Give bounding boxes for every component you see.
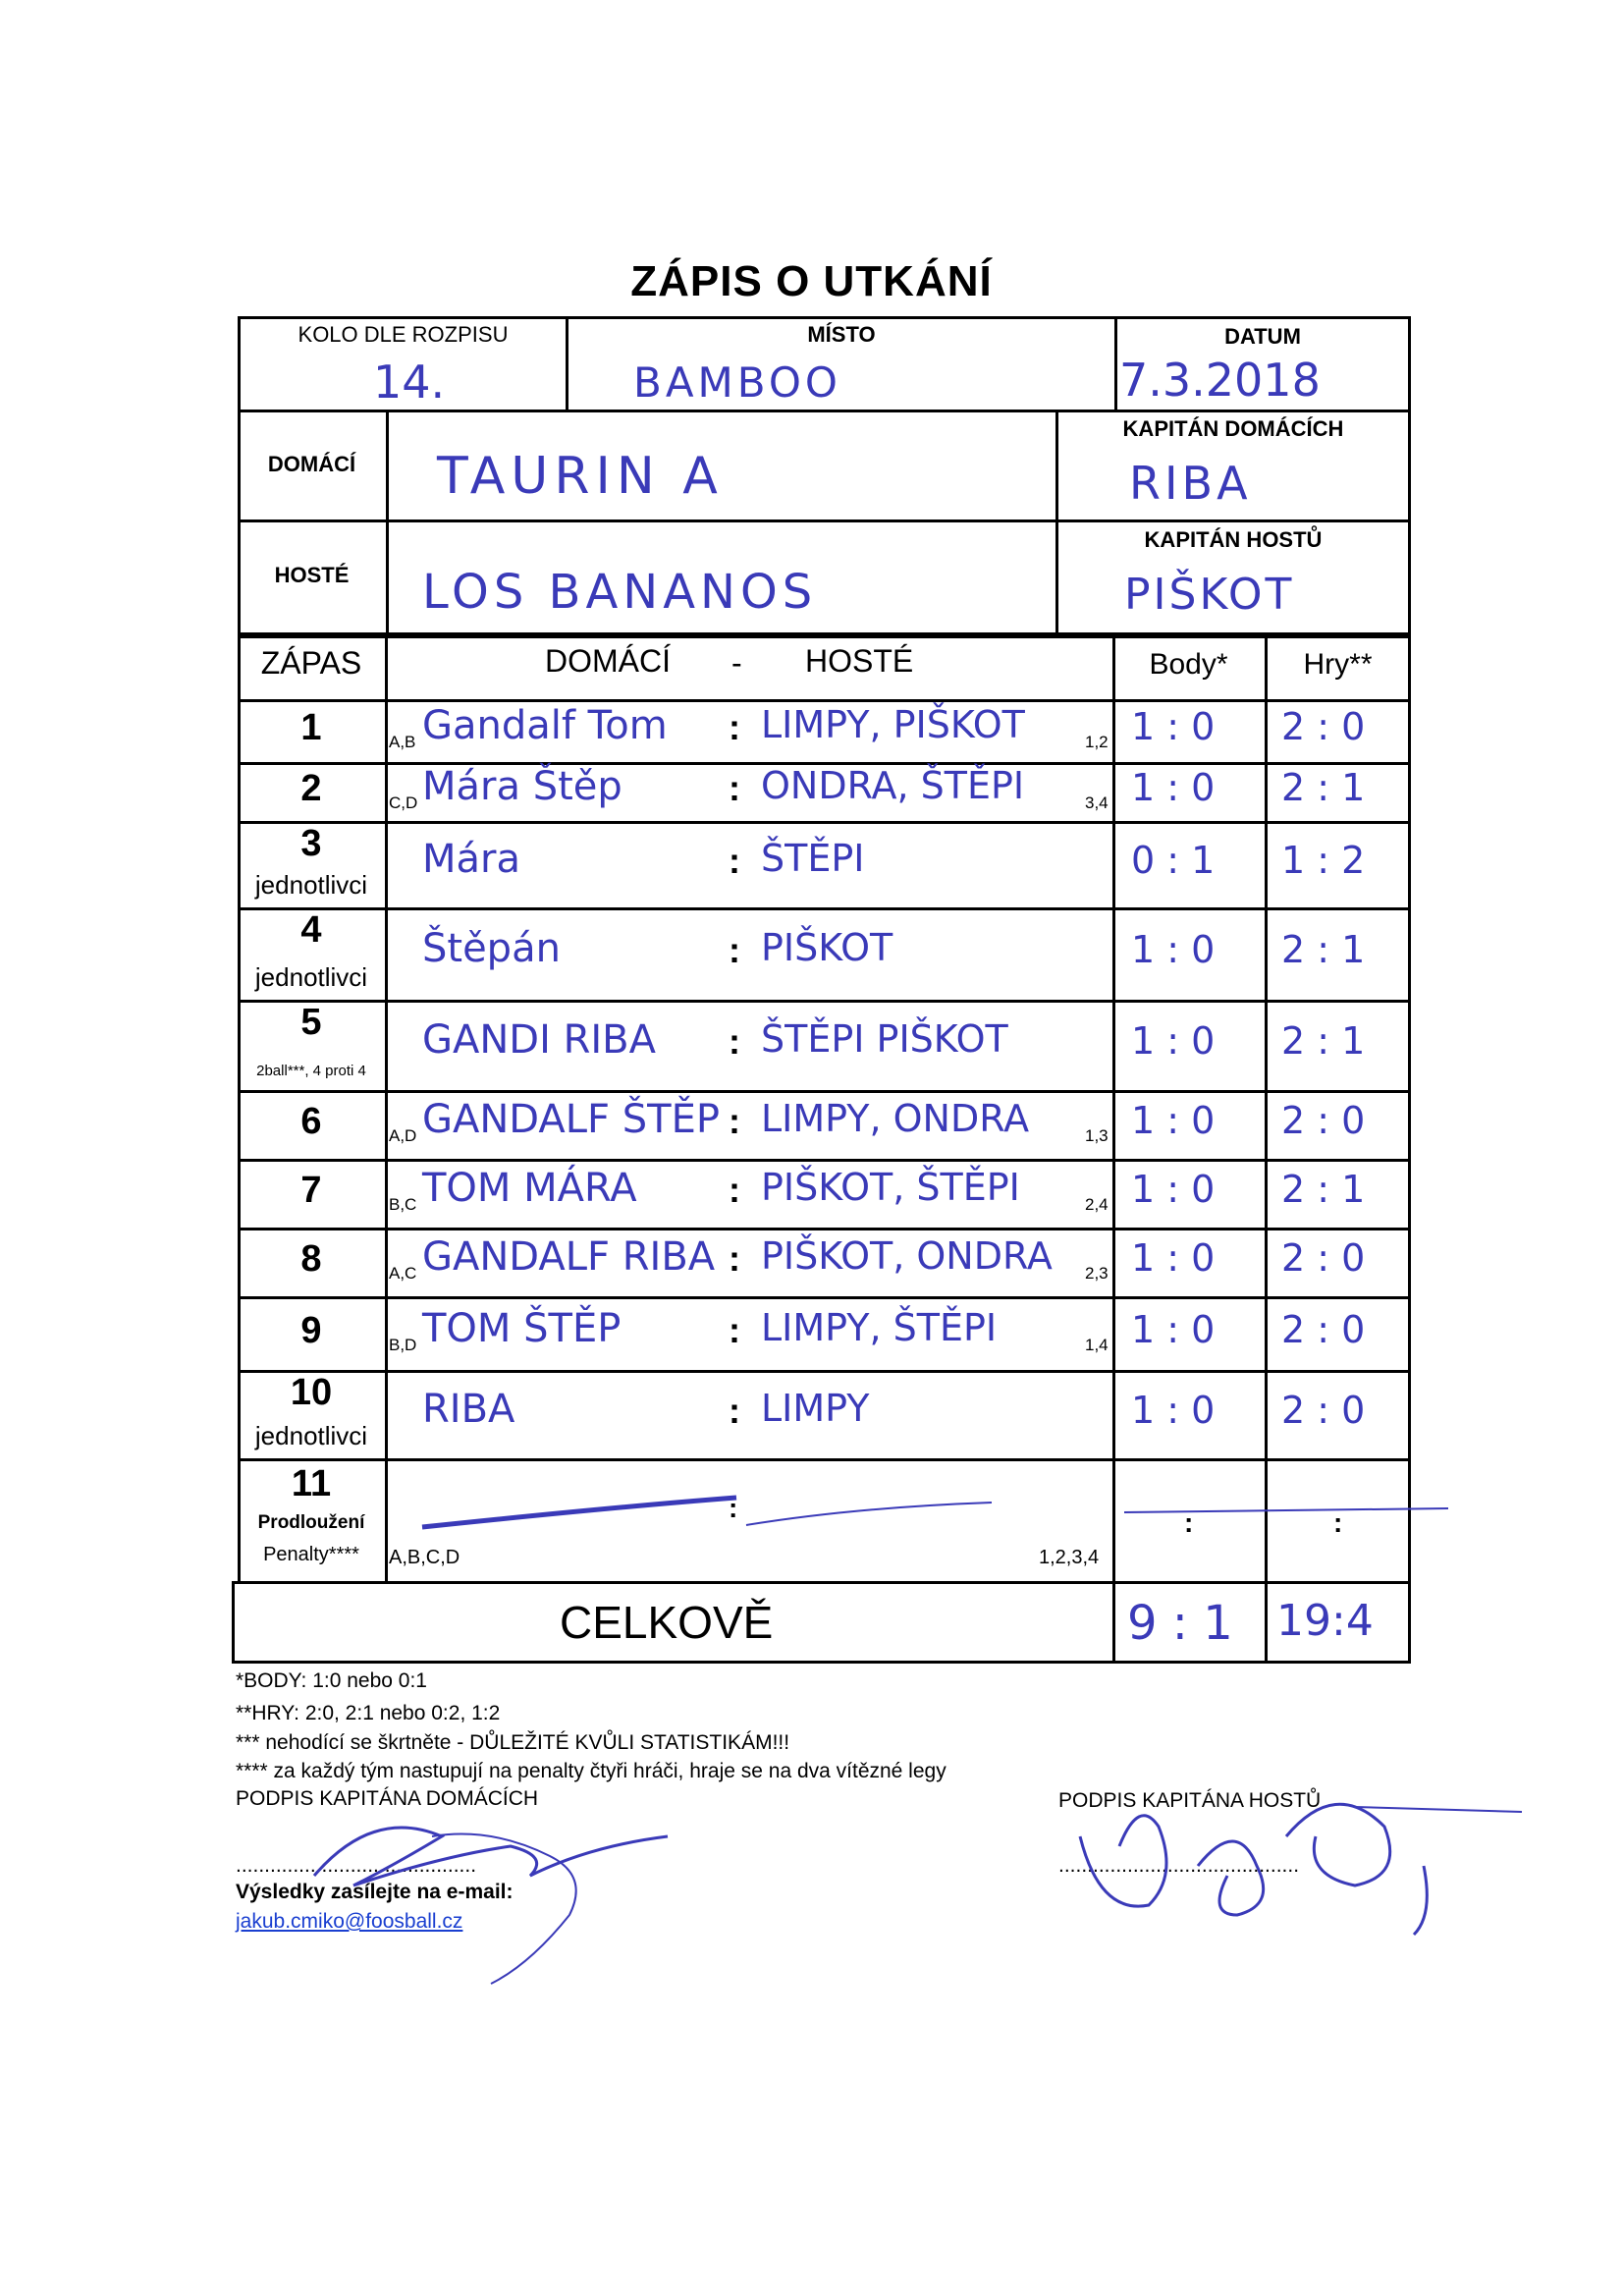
away-players: ŠTĚPI bbox=[761, 837, 865, 880]
away-players: ONDRA, ŠTĚPI bbox=[761, 764, 1025, 807]
footnote-body: *BODY: 1:0 nebo 0:1 bbox=[236, 1669, 427, 1692]
body-score: 1 : 0 bbox=[1131, 1389, 1216, 1432]
match-number: 5 bbox=[300, 1002, 322, 1043]
body-score: 0 : 1 bbox=[1131, 839, 1216, 882]
right-code: 2,4 bbox=[1085, 1195, 1109, 1214]
kapitan-domacich-label: KAPITÁN DOMÁCÍCH bbox=[1122, 416, 1344, 441]
hry-colon: : bbox=[1333, 1507, 1343, 1538]
hoste-label: HOSTÉ bbox=[274, 563, 350, 587]
right-code: 1,4 bbox=[1085, 1335, 1109, 1354]
zapas-header: ZÁPAS bbox=[260, 645, 362, 681]
match-number: 8 bbox=[300, 1238, 322, 1280]
strike-line bbox=[1119, 1503, 1453, 1522]
match-number: 1 bbox=[300, 707, 322, 748]
right-code: 1,2,3,4 bbox=[1039, 1547, 1100, 1568]
match-colon: : bbox=[729, 1309, 740, 1350]
body-score: 1 : 0 bbox=[1131, 1307, 1216, 1351]
strike-line bbox=[412, 1478, 1001, 1537]
home-players: TOM ŠTĚP bbox=[422, 1305, 622, 1351]
footnote-hry: **HRY: 2:0, 2:1 nebo 0:2, 1:2 bbox=[236, 1702, 501, 1724]
domaci-label: DOMÁCÍ bbox=[267, 452, 356, 476]
hry-score: 2 : 1 bbox=[1281, 766, 1366, 809]
dash-header: - bbox=[731, 645, 742, 681]
hry-score: 2 : 0 bbox=[1281, 1307, 1366, 1351]
home-players: TOM MÁRA bbox=[422, 1166, 637, 1211]
body-score: 1 : 0 bbox=[1131, 1099, 1216, 1142]
left-code: A,D bbox=[389, 1126, 417, 1145]
divider bbox=[386, 410, 389, 635]
divider bbox=[238, 519, 1411, 522]
match-colon: : bbox=[729, 1170, 740, 1210]
match-number: 10 bbox=[290, 1372, 333, 1413]
home-signature-dots: .......................................... bbox=[236, 1854, 477, 1877]
match-number: 7 bbox=[300, 1170, 322, 1211]
divider bbox=[238, 1228, 1411, 1230]
hry-score: 2 : 0 bbox=[1281, 705, 1366, 748]
body-header: Body* bbox=[1149, 648, 1228, 681]
divider bbox=[238, 1090, 1411, 1093]
match-subtitle: 2ball***, 4 proti 4 bbox=[256, 1063, 366, 1079]
match-colon: : bbox=[729, 707, 740, 747]
body-score: 1 : 0 bbox=[1131, 1236, 1216, 1280]
misto-label: MÍSTO bbox=[807, 322, 876, 347]
body-score: 1 : 0 bbox=[1131, 928, 1216, 971]
home-signature bbox=[295, 1797, 687, 1994]
hry-score: 2 : 0 bbox=[1281, 1236, 1366, 1280]
kolo-value: 14. bbox=[373, 355, 446, 409]
away-players: LIMPY bbox=[761, 1387, 870, 1430]
body-colon: : bbox=[1184, 1507, 1194, 1538]
divider bbox=[238, 1296, 1411, 1299]
total-label: CELKOVĚ bbox=[560, 1597, 774, 1648]
away-players: ŠTĚPI PIŠKOT bbox=[761, 1017, 1008, 1061]
kapitan-hostu-label: KAPITÁN HOSTŮ bbox=[1144, 527, 1323, 552]
right-code: 1,3 bbox=[1085, 1126, 1109, 1145]
away-signature bbox=[1060, 1758, 1571, 1954]
hry-score: 2 : 1 bbox=[1281, 1168, 1366, 1211]
page-title: ZÁPIS O UTKÁNÍ bbox=[630, 257, 993, 305]
right-code: 2,3 bbox=[1085, 1264, 1109, 1283]
left-code: B,D bbox=[389, 1335, 417, 1354]
body-score: 1 : 0 bbox=[1131, 1168, 1216, 1211]
away-players: PIŠKOT, ŠTĚPI bbox=[761, 1166, 1020, 1209]
match-number: 2 bbox=[300, 768, 322, 809]
body-score: 1 : 0 bbox=[1131, 705, 1216, 748]
home-players: GANDALF ŠTĚP bbox=[422, 1097, 720, 1142]
home-players: RIBA bbox=[422, 1387, 515, 1432]
match-colon: : bbox=[729, 841, 740, 881]
divider bbox=[1265, 1581, 1268, 1664]
kolo-label: KOLO DLE ROZPISU bbox=[298, 322, 509, 347]
match-colon: : bbox=[729, 1101, 740, 1141]
home-players: Mára bbox=[422, 837, 520, 882]
footnote-skrtnete: *** nehodící se škrtněte - DŮLEŽITÉ KVŮLI STATISTIKÁM!!! bbox=[236, 1731, 790, 1754]
datum-value: 7.3.2018 bbox=[1119, 354, 1321, 407]
match-sub-prodlouzeni: Prodloužení bbox=[257, 1512, 365, 1533]
divider bbox=[1112, 635, 1115, 1584]
divider bbox=[238, 1159, 1411, 1162]
body-score: 1 : 0 bbox=[1131, 1019, 1216, 1063]
away-players: LIMPY, ŠTĚPI bbox=[761, 1305, 998, 1349]
divider bbox=[1055, 410, 1058, 635]
email-link[interactable]: jakub.cmiko@foosball.cz bbox=[236, 1910, 463, 1933]
match-subtitle: jednotlivci bbox=[254, 1421, 368, 1450]
divider bbox=[1112, 1581, 1115, 1664]
away-players: PIŠKOT, ONDRA bbox=[761, 1234, 1053, 1278]
match-subtitle: jednotlivci bbox=[254, 870, 368, 900]
match-number: 9 bbox=[300, 1309, 322, 1351]
hry-header: Hry** bbox=[1303, 648, 1373, 681]
right-code: 3,4 bbox=[1085, 793, 1109, 812]
away-players: LIMPY, PIŠKOT bbox=[761, 703, 1025, 746]
left-code: C,D bbox=[389, 793, 418, 812]
match-colon: : bbox=[729, 930, 740, 970]
home-players: Štěpán bbox=[422, 926, 561, 971]
total-row bbox=[232, 1581, 1411, 1664]
hry-score: 1 : 2 bbox=[1281, 839, 1366, 882]
divider bbox=[385, 635, 388, 1584]
left-code: B,C bbox=[389, 1195, 417, 1214]
home-players: GANDI RIBA bbox=[422, 1017, 656, 1063]
left-code: A,B bbox=[389, 733, 416, 751]
away-players: LIMPY, ONDRA bbox=[761, 1097, 1030, 1140]
results-label: Výsledky zasílejte na e-mail: bbox=[236, 1881, 514, 1903]
match-colon: : bbox=[729, 768, 740, 808]
datum-label: DATUM bbox=[1224, 324, 1301, 349]
divider bbox=[238, 699, 1411, 702]
divider bbox=[1265, 635, 1268, 1584]
away-signature-label: PODPIS KAPITÁNA HOSTŮ bbox=[1058, 1789, 1322, 1812]
kapitan-domacich-value: RIBA bbox=[1129, 457, 1252, 510]
match-colon: : bbox=[729, 1493, 738, 1523]
hry-score: 2 : 0 bbox=[1281, 1099, 1366, 1142]
left-code: A,B,C,D bbox=[389, 1547, 460, 1568]
domaci-column-header: DOMÁCÍ bbox=[545, 643, 671, 679]
misto-value: BAMBOO bbox=[633, 358, 841, 407]
match-number: 4 bbox=[300, 909, 322, 951]
match-colon: : bbox=[729, 1021, 740, 1062]
hoste-column-header: HOSTÉ bbox=[805, 643, 914, 679]
divider bbox=[238, 1458, 1411, 1461]
divider bbox=[238, 1000, 1411, 1003]
match-colon: : bbox=[729, 1238, 740, 1279]
home-players: GANDALF RIBA bbox=[422, 1234, 716, 1280]
divider bbox=[238, 821, 1411, 824]
hry-score: 2 : 1 bbox=[1281, 1019, 1366, 1063]
match-number: 11 bbox=[291, 1463, 332, 1504]
footnote-penalty: **** za každý tým nastupují na penalty čtyři hráči, hraje se na dva vítězné legy bbox=[236, 1760, 947, 1782]
total-body: 9 : 1 bbox=[1127, 1596, 1233, 1651]
match-number: 3 bbox=[300, 823, 322, 864]
match-number: 6 bbox=[300, 1101, 322, 1142]
left-code: A,C bbox=[389, 1264, 417, 1283]
kapitan-hostu-value: PIŠKOT bbox=[1124, 570, 1295, 620]
away-players: PIŠKOT bbox=[761, 926, 893, 969]
domaci-value: TAURIN A bbox=[437, 447, 724, 506]
right-code: 1,2 bbox=[1085, 733, 1109, 751]
match-sub-penalty: Penalty**** bbox=[263, 1544, 359, 1565]
home-signature-label: PODPIS KAPITÁNA DOMÁCÍCH bbox=[236, 1787, 539, 1810]
body-score: 1 : 0 bbox=[1131, 766, 1216, 809]
hry-score: 2 : 1 bbox=[1281, 928, 1366, 971]
match-subtitle: jednotlivci bbox=[254, 962, 368, 992]
divider bbox=[238, 1370, 1411, 1373]
home-players: Gandalf Tom bbox=[422, 703, 668, 748]
divider bbox=[238, 907, 1411, 910]
away-signature-dots: .......................................... bbox=[1058, 1854, 1300, 1877]
total-hry: 19:4 bbox=[1276, 1596, 1374, 1646]
hoste-value: LOS BANANOS bbox=[422, 565, 818, 620]
home-players: Mára Štěp bbox=[422, 764, 622, 809]
hry-score: 2 : 0 bbox=[1281, 1389, 1366, 1432]
match-colon: : bbox=[729, 1391, 740, 1431]
